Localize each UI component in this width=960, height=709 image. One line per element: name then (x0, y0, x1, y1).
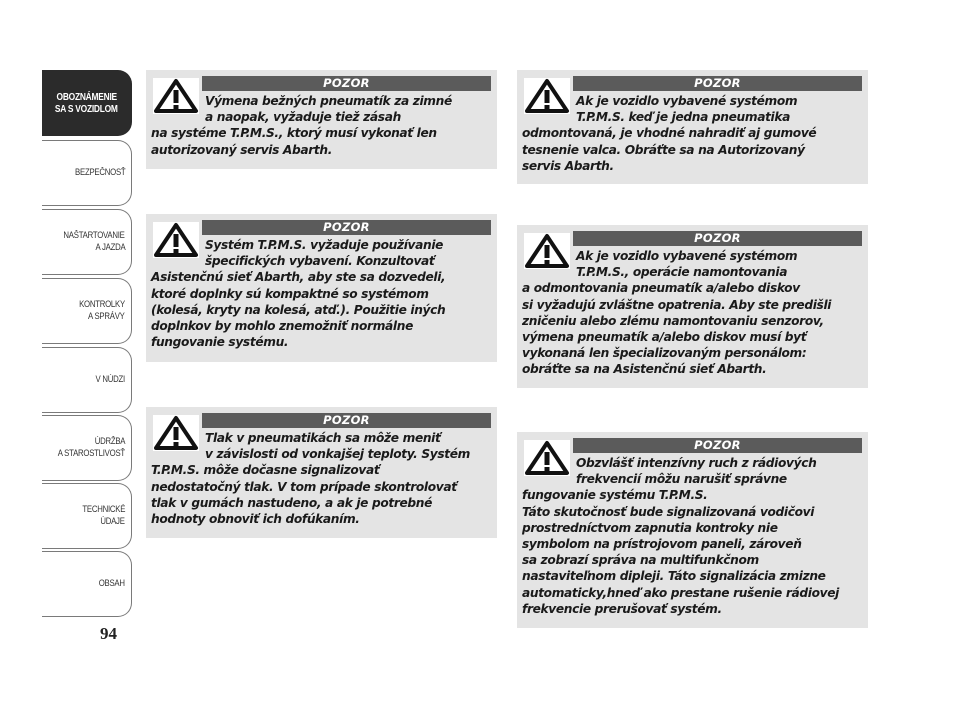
warning-text-line: tlak v gumách nastudeno, a ak je potrebné (151, 495, 433, 510)
tab-label: V NÚDZI (95, 374, 125, 385)
warning-text (151, 430, 491, 527)
warning-text-line: T.P.M.S., operácie namontovania (576, 265, 788, 280)
tab-label: A SPRÁVY (88, 311, 125, 322)
warning-text-line: Asistenčnú sieť Abarth, aby ste sa dozvedeli, (151, 270, 446, 285)
warning-text-line: tesnenie valca. Obráťte sa na Autorizovaný (522, 142, 805, 157)
tab-label: SA S VOZIDLOM (55, 103, 118, 115)
warning-text-line: výmena pneumatík a/alebo diskov musí byť (522, 330, 807, 345)
tab-label: ÚDRŽBA (94, 436, 125, 447)
warning-text-line: Ak je vozidlo vybavené systémom (576, 94, 798, 108)
warning-box (517, 432, 868, 628)
warning-text-line: T.P.M.S. môže dočasne signalizovať (151, 463, 380, 478)
tab-chapter[interactable] (42, 70, 132, 136)
warning-text-line: Tlak v pneumatikách sa môže meniť (205, 431, 441, 445)
warning-text-line: nastaviteľnom dipleji. Táto signalizácia zmizne (522, 569, 826, 584)
warning-text (522, 93, 862, 174)
warning-text-line: Ak je vozidlo vybavené systémom (576, 249, 798, 263)
warning-title: POZOR (573, 76, 862, 91)
warning-text-line: špecifických vybavení. Konzultovať (205, 254, 435, 269)
page-number: 94 (100, 624, 117, 643)
warning-text-line: T.P.M.S. keď je jedna pneumatika (576, 110, 790, 125)
warning-box (517, 225, 868, 388)
warning-text-line: Výmena bežných pneumatík za zimné (205, 94, 452, 108)
tab-label: OBOZNÁMENIE (56, 91, 117, 103)
warning-text-line: frekvencií môžu narušiť správne (576, 472, 787, 487)
tab-label: ÚDAJE (100, 516, 125, 527)
warning-text-line: a odmontovania pneumatík a/alebo diskov (522, 281, 800, 296)
warning-text-line: sa zobrazí správa na multifunkčnom (522, 553, 759, 568)
warning-title: POZOR (573, 231, 862, 246)
warning-text-line: (kolesá, kryty na kolesá, atď.). Použitie iných (151, 302, 446, 317)
warning-text-line: symbolom na prístrojovom paneli, zároveň (522, 537, 802, 552)
warning-text-line: obráťte sa na Asistenčnú sieť Abarth. (522, 362, 767, 377)
tab-chapter[interactable] (42, 415, 132, 481)
warning-text-line: fungovanie systému T.P.M.S. (522, 488, 708, 503)
warning-text-line: autorizovaný servis Abarth. (151, 142, 333, 157)
warning-text-line: nedostatočný tlak. V tom prípade skontrolovať (151, 479, 457, 494)
warning-text-line: na systéme T.P.M.S., ktorý musí vykonať len (151, 126, 437, 141)
tab-label: OBSAH (98, 578, 125, 589)
warning-text (151, 237, 491, 350)
tab-chapter[interactable] (42, 347, 132, 413)
warning-box (146, 407, 497, 538)
warning-text (522, 455, 862, 617)
tab-label: A STAROSTLIVOSŤ (57, 448, 125, 459)
warning-text-line: frekvencie prerušovať systém. (522, 601, 722, 616)
tab-label: A JAZDA (95, 242, 125, 253)
warning-text-line: automaticky,hneď ako prestane rušenie rádiovej (522, 585, 839, 600)
tab-chapter[interactable] (42, 209, 132, 275)
warning-text-line: a naopak, vyžaduje tiež zásah (205, 110, 401, 125)
warning-title: POZOR (202, 413, 491, 428)
tab-label: KONTROLKY (79, 299, 125, 310)
tab-chapter[interactable] (42, 483, 132, 549)
warning-text-line: v závislosti od vonkajšej teploty. Systém (205, 447, 471, 462)
tab-chapter[interactable] (42, 551, 132, 617)
warning-text-line: Táto skutočnosť bude signalizovaná vodičovi (522, 504, 815, 519)
warning-text-line: Systém T.P.M.S. vyžaduje používanie (205, 238, 444, 252)
warning-box (517, 70, 868, 184)
tab-label: BEZPEČNOSŤ (74, 167, 125, 178)
warning-text-line: ktoré doplnky sú kompaktné so systémom (151, 286, 429, 301)
tab-label: TECHNICKÉ (82, 504, 125, 515)
warning-text (151, 93, 491, 158)
tab-label: NAŠTARTOVANIE (63, 230, 125, 241)
warning-text-line: hodnoty obnoviť ich dofúkaním. (151, 512, 360, 527)
tab-chapter[interactable] (42, 278, 132, 344)
warning-text-line: fungovanie systému. (151, 335, 289, 350)
warning-text-line: doplnkov by mohlo znemožniť normálne (151, 319, 413, 334)
warning-text-line: Obzvlášť intenzívny ruch z rádiových (576, 456, 817, 470)
warning-text-line: si vyžadujú zvláštne opatrenia. Aby ste predišli (522, 297, 832, 312)
warning-title: POZOR (573, 438, 862, 453)
tab-chapter[interactable] (42, 140, 132, 206)
warning-text-line: prostredníctvom zapnutia kontroky nie (522, 520, 778, 535)
warning-title: POZOR (202, 220, 491, 235)
warning-text-line: vykonaná len špecializovaným personálom: (522, 346, 807, 361)
warning-text-line: zničeniu alebo zlému namontovaniu senzorov, (522, 313, 824, 328)
warning-text-line: odmontovaná, je vhodné nahradiť aj gumové (522, 126, 817, 141)
warning-text-line: servis Abarth. (522, 158, 614, 173)
warning-box (146, 70, 497, 169)
warning-title: POZOR (202, 76, 491, 91)
warning-box (146, 214, 497, 362)
warning-text (522, 248, 862, 378)
